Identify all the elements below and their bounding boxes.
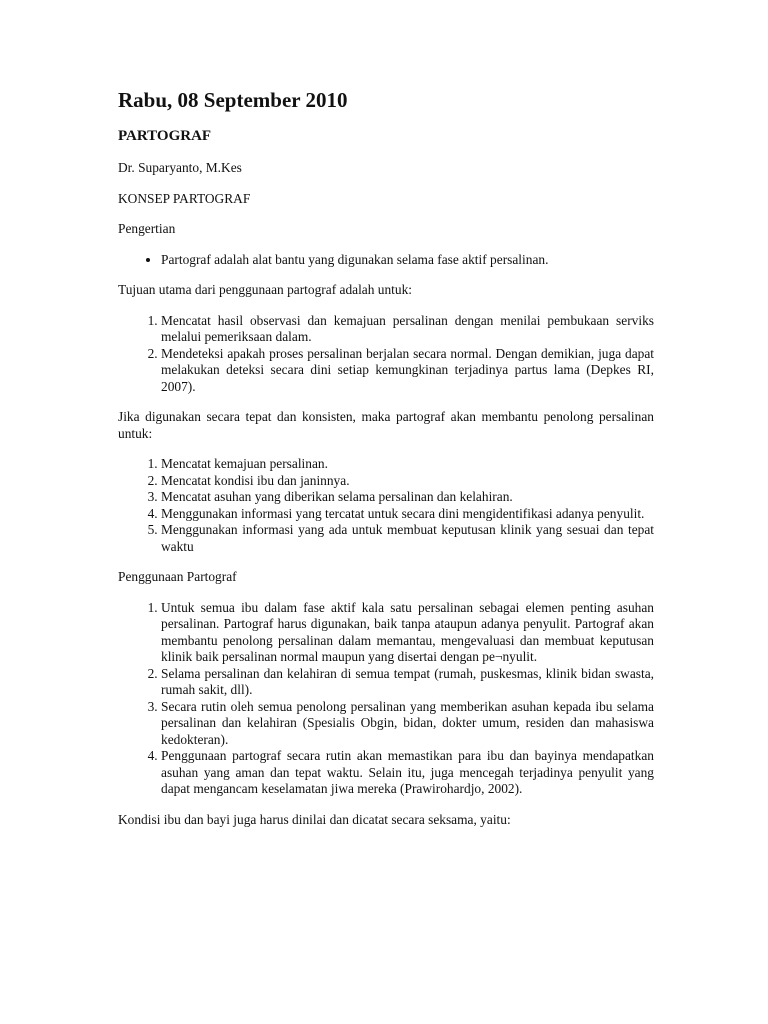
- tujuan-list: [118, 313, 654, 396]
- list-item: 3. Secara rutin oleh semua penolong persalinan yang memberikan asuhan kepada ibu selama persalinan dan kelahiran (Spesialis Obgin, bidan, dokter umum, residen dan mahasiswa kedokteran).: [161, 699, 654, 749]
- penggunaan-list: [118, 600, 654, 798]
- kondisi-text: Kondisi ibu dan bayi juga harus dinilai dan dicatat secara seksama, yaitu:: [118, 811, 511, 827]
- list-item: 1. Mencatat hasil observasi dan kemajuan persalinan dengan menilai pembukaan serviks melalui pemeriksaan dalam.: [161, 313, 654, 346]
- post-title: PARTOGRAF: [118, 128, 212, 144]
- list-item: 3. Mencatat asuhan yang diberikan selama persalinan dan kelahiran.: [161, 489, 654, 506]
- list-item: 4. Penggunaan partograf secara rutin akan memastikan para ibu dan bayinya mendapatkan asuhan yang aman dan tepat waktu. Selain itu, juga mencegah terjadinya penyulit yang dapat mengancam keselamatan jiwa mereka (Prawirohardjo, 2002).: [161, 748, 654, 798]
- list-item: 1. Untuk semua ibu dalam fase aktif kala satu persalinan sebagai elemen penting asuhan persalinan. Partograf harus digunakan, baik tanpa ataupun adanya penyulit. Partograf akan membantu penolong persalinan dalam memantau, mengevaluasi dan membuat keputusan klinik baik persalinan normal maupun yang disertai dengan pe¬nyulit.: [161, 600, 654, 666]
- list-item: 1. Mencatat kemajuan persalinan.: [161, 456, 654, 473]
- document-body: [118, 84, 654, 828]
- list-item: 2. Selama persalinan dan kelahiran di semua tempat (rumah, puskesmas, klinik bidan swasta, rumah sakit, dll).: [161, 666, 654, 699]
- jika-intro: Jika digunakan secara tepat dan konsisten, maka partograf akan membantu penolong persalinan untuk:: [118, 409, 654, 441]
- author-line: Dr. Suparyanto, M.Kes: [118, 160, 242, 175]
- jika-list: [118, 456, 654, 555]
- section-heading: KONSEP PARTOGRAF: [118, 190, 251, 206]
- list-item: • Partograf adalah alat bantu yang digunakan selama fase aktif persalinan.: [161, 252, 654, 269]
- pengertian-label: Pengertian: [118, 221, 176, 236]
- list-item: 2. Mendeteksi apakah proses persalinan berjalan secara normal. Dengan demikian, juga dapat melakukan deteksi secara dini setiap kemungkinan terjadinya partus lama (Depkes RI, 2007).: [161, 346, 654, 396]
- date-heading: Rabu, 08 September 2010: [118, 88, 348, 112]
- pengertian-list: [118, 252, 654, 269]
- list-item: 4. Menggunakan informasi yang tercatat untuk secara dini mengidentifikasi adanya penyulit.: [161, 506, 654, 523]
- tujuan-intro: Tujuan utama dari penggunaan partograf adalah untuk:: [118, 282, 413, 297]
- penggunaan-label: Penggunaan Partograf: [118, 569, 237, 584]
- list-item: 2. Mencatat kondisi ibu dan janinnya.: [161, 473, 654, 490]
- list-item: 5. Menggunakan informasi yang ada untuk membuat keputusan klinik yang sesuai dan tepat waktu: [161, 522, 654, 555]
